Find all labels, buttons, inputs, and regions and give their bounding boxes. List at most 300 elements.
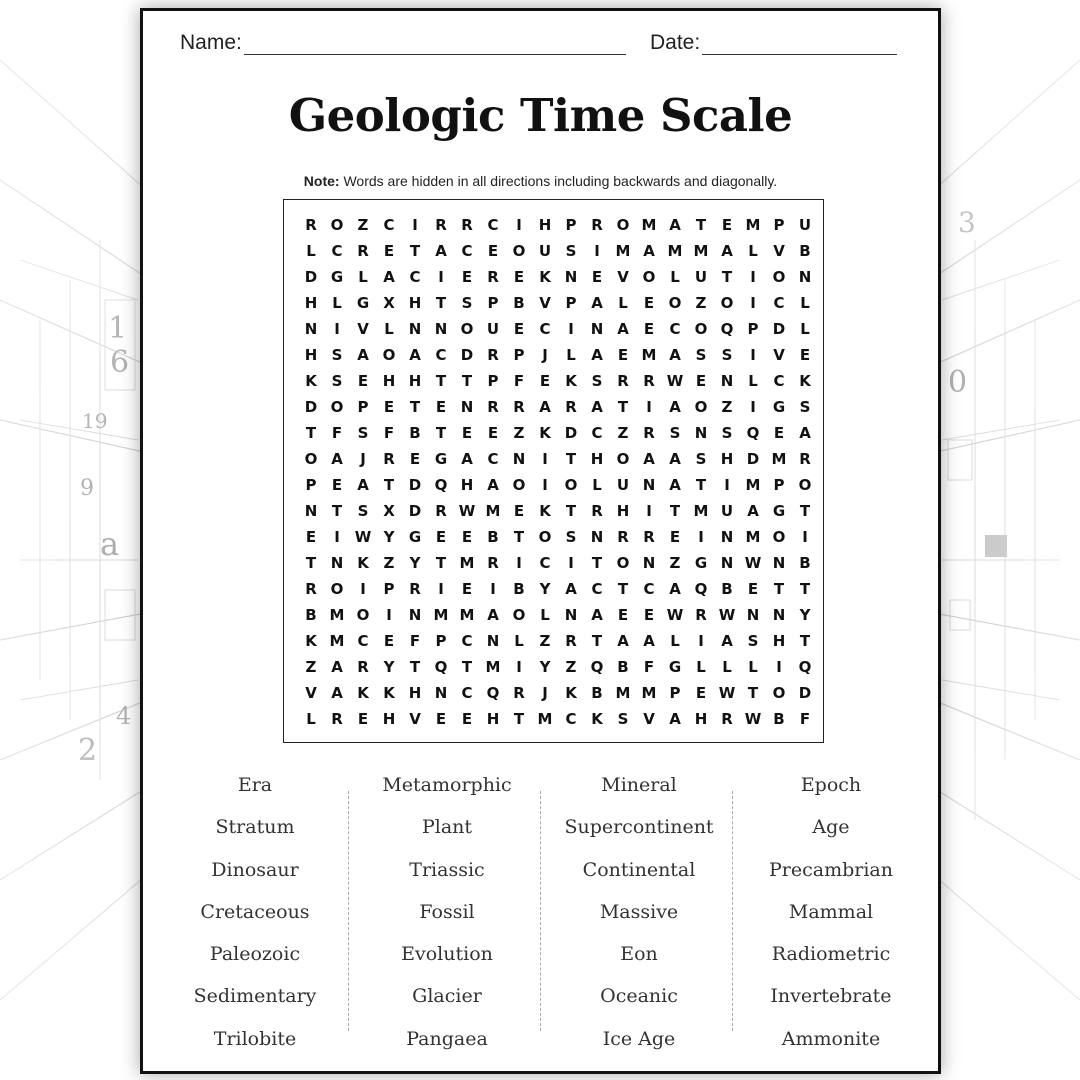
grid-letter[interactable]: C <box>461 684 473 702</box>
grid-letter[interactable]: L <box>618 294 628 312</box>
grid-letter[interactable]: L <box>358 268 368 286</box>
grid-letter[interactable]: I <box>724 476 730 494</box>
grid-letter[interactable]: Z <box>357 216 369 234</box>
grid-letter[interactable]: C <box>565 710 577 728</box>
grid-letter[interactable]: W <box>744 554 762 572</box>
grid-letter[interactable]: C <box>435 346 447 364</box>
grid-letter[interactable]: R <box>409 580 421 598</box>
grid-letter[interactable]: E <box>331 476 343 494</box>
grid-letter[interactable]: M <box>329 606 345 624</box>
grid-letter[interactable]: K <box>383 684 395 702</box>
grid-letter[interactable]: Z <box>383 554 395 572</box>
grid-letter[interactable]: N <box>408 606 422 624</box>
grid-letter[interactable]: W <box>666 606 684 624</box>
grid-letter[interactable]: M <box>693 502 709 520</box>
grid-letter[interactable]: I <box>568 320 574 338</box>
grid-letter[interactable]: F <box>513 372 525 390</box>
grid-letter[interactable]: E <box>305 528 317 546</box>
grid-letter[interactable]: A <box>331 684 343 702</box>
grid-letter[interactable]: V <box>539 294 551 312</box>
grid-letter[interactable]: D <box>304 268 318 286</box>
grid-letter[interactable]: V <box>773 346 785 364</box>
grid-letter[interactable]: T <box>591 632 603 650</box>
grid-letter[interactable]: E <box>461 580 473 598</box>
grid-letter[interactable]: O <box>694 320 708 338</box>
grid-letter[interactable]: H <box>772 632 786 650</box>
grid-letter[interactable]: O <box>382 346 396 364</box>
grid-letter[interactable]: U <box>616 476 630 494</box>
grid-letter[interactable]: E <box>617 346 629 364</box>
grid-letter[interactable]: Z <box>617 424 629 442</box>
grid-letter[interactable]: I <box>438 580 444 598</box>
grid-letter[interactable]: Q <box>720 320 734 338</box>
grid-letter[interactable]: O <box>512 606 526 624</box>
grid-letter[interactable]: K <box>799 372 811 390</box>
grid-letter[interactable]: O <box>538 528 552 546</box>
grid-letter[interactable]: R <box>487 346 499 364</box>
grid-letter[interactable]: C <box>591 580 603 598</box>
grid-letter[interactable]: A <box>669 476 681 494</box>
grid-letter[interactable]: K <box>539 424 551 442</box>
grid-letter[interactable]: T <box>461 658 473 676</box>
grid-letter[interactable]: A <box>591 606 603 624</box>
grid-letter[interactable]: L <box>540 606 550 624</box>
grid-letter[interactable]: S <box>565 242 577 260</box>
grid-letter[interactable]: Y <box>383 658 395 676</box>
grid-letter[interactable]: W <box>718 606 736 624</box>
grid-letter[interactable]: E <box>591 268 603 286</box>
grid-letter[interactable]: D <box>772 320 786 338</box>
grid-letter[interactable]: T <box>513 710 525 728</box>
grid-letter[interactable]: B <box>799 554 811 572</box>
grid-letter[interactable]: N <box>486 632 500 650</box>
grid-letter[interactable]: M <box>641 216 657 234</box>
grid-letter[interactable]: O <box>772 684 786 702</box>
grid-letter[interactable]: T <box>695 216 707 234</box>
grid-letter[interactable]: E <box>617 606 629 624</box>
grid-letter[interactable]: R <box>591 502 603 520</box>
grid-letter[interactable]: S <box>799 398 811 416</box>
grid-letter[interactable]: T <box>435 554 447 572</box>
grid-letter[interactable]: W <box>718 684 736 702</box>
grid-letter[interactable]: C <box>591 424 603 442</box>
grid-letter[interactable]: A <box>591 294 603 312</box>
grid-letter[interactable]: E <box>799 346 811 364</box>
grid-letter[interactable]: P <box>773 216 785 234</box>
grid-letter[interactable]: C <box>409 268 421 286</box>
grid-letter[interactable]: T <box>721 268 733 286</box>
grid-letter[interactable]: H <box>382 372 396 390</box>
grid-letter[interactable]: N <box>772 554 786 572</box>
grid-letter[interactable]: B <box>305 606 317 624</box>
grid-letter[interactable]: N <box>772 606 786 624</box>
grid-letter[interactable]: H <box>616 502 630 520</box>
grid-letter[interactable]: Z <box>721 398 733 416</box>
grid-letter[interactable]: E <box>357 372 369 390</box>
grid-letter[interactable]: N <box>798 268 812 286</box>
grid-letter[interactable]: K <box>565 684 577 702</box>
grid-letter[interactable]: A <box>669 216 681 234</box>
grid-letter[interactable]: O <box>798 476 812 494</box>
grid-letter[interactable]: N <box>512 450 526 468</box>
grid-letter[interactable]: N <box>330 554 344 572</box>
grid-letter[interactable]: E <box>435 398 447 416</box>
grid-letter[interactable]: T <box>435 294 447 312</box>
grid-letter[interactable]: C <box>383 216 395 234</box>
grid-letter[interactable]: Q <box>694 580 708 598</box>
grid-letter[interactable]: K <box>539 268 551 286</box>
grid-letter[interactable]: S <box>669 424 681 442</box>
grid-letter[interactable]: I <box>698 632 704 650</box>
grid-letter[interactable]: O <box>772 268 786 286</box>
grid-letter[interactable]: B <box>513 294 525 312</box>
grid-letter[interactable]: G <box>694 554 708 572</box>
grid-letter[interactable]: A <box>331 450 343 468</box>
grid-letter[interactable]: I <box>750 268 756 286</box>
grid-letter[interactable]: O <box>642 268 656 286</box>
grid-letter[interactable]: I <box>568 554 574 572</box>
grid-letter[interactable]: E <box>357 710 369 728</box>
grid-letter[interactable]: A <box>643 450 655 468</box>
grid-letter[interactable]: U <box>720 502 734 520</box>
grid-letter[interactable]: Q <box>590 658 604 676</box>
grid-letter[interactable]: C <box>331 242 343 260</box>
grid-letter[interactable]: T <box>513 528 525 546</box>
grid-letter[interactable]: O <box>330 398 344 416</box>
grid-letter[interactable]: A <box>487 476 499 494</box>
grid-letter[interactable]: R <box>799 450 811 468</box>
grid-letter[interactable]: B <box>773 710 785 728</box>
grid-letter[interactable]: D <box>798 684 812 702</box>
grid-letter[interactable]: P <box>305 476 317 494</box>
grid-letter[interactable]: Q <box>798 658 812 676</box>
grid-letter[interactable]: I <box>386 606 392 624</box>
grid-letter[interactable]: H <box>538 216 552 234</box>
grid-letter[interactable]: I <box>542 476 548 494</box>
grid-letter[interactable]: L <box>566 346 576 364</box>
grid-letter[interactable]: F <box>409 632 421 650</box>
grid-letter[interactable]: T <box>409 398 421 416</box>
grid-letter[interactable]: I <box>516 216 522 234</box>
grid-letter[interactable]: E <box>487 424 499 442</box>
grid-letter[interactable]: E <box>643 294 655 312</box>
grid-letter[interactable]: N <box>408 320 422 338</box>
grid-letter[interactable]: Q <box>486 684 500 702</box>
grid-letter[interactable]: F <box>331 424 343 442</box>
grid-letter[interactable]: I <box>698 528 704 546</box>
grid-letter[interactable]: N <box>720 528 734 546</box>
grid-letter[interactable]: P <box>565 216 577 234</box>
grid-letter[interactable]: G <box>330 268 344 286</box>
grid-letter[interactable]: R <box>357 242 369 260</box>
grid-letter[interactable]: Q <box>746 424 760 442</box>
grid-letter[interactable]: R <box>487 398 499 416</box>
grid-letter[interactable]: M <box>771 450 787 468</box>
grid-letter[interactable]: T <box>617 398 629 416</box>
grid-letter[interactable]: E <box>513 502 525 520</box>
grid-letter[interactable]: E <box>513 320 525 338</box>
grid-letter[interactable]: O <box>512 242 526 260</box>
grid-letter[interactable]: O <box>304 450 318 468</box>
grid-letter[interactable]: I <box>334 320 340 338</box>
grid-letter[interactable]: A <box>617 320 629 338</box>
grid-letter[interactable]: A <box>643 242 655 260</box>
grid-letter[interactable]: S <box>357 502 369 520</box>
grid-letter[interactable]: G <box>772 502 786 520</box>
grid-letter[interactable]: Z <box>695 294 707 312</box>
grid-letter[interactable]: O <box>330 580 344 598</box>
grid-letter[interactable]: A <box>669 398 681 416</box>
grid-letter[interactable]: P <box>487 294 499 312</box>
grid-letter[interactable]: V <box>773 242 785 260</box>
grid-letter[interactable]: S <box>721 424 733 442</box>
grid-letter[interactable]: T <box>747 684 759 702</box>
grid-letter[interactable]: T <box>435 424 447 442</box>
grid-letter[interactable]: R <box>643 424 655 442</box>
grid-letter[interactable]: K <box>357 554 369 572</box>
grid-letter[interactable]: N <box>564 606 578 624</box>
grid-letter[interactable]: E <box>721 216 733 234</box>
grid-letter[interactable]: R <box>565 632 577 650</box>
grid-letter[interactable]: C <box>539 554 551 572</box>
grid-letter[interactable]: O <box>616 216 630 234</box>
grid-letter[interactable]: M <box>745 528 761 546</box>
grid-letter[interactable]: N <box>720 554 734 572</box>
grid-letter[interactable]: C <box>357 632 369 650</box>
grid-letter[interactable]: V <box>305 684 317 702</box>
grid-letter[interactable]: O <box>616 554 630 572</box>
grid-letter[interactable]: D <box>408 476 422 494</box>
grid-letter[interactable]: I <box>802 528 808 546</box>
grid-letter[interactable]: R <box>643 372 655 390</box>
grid-letter[interactable]: F <box>383 424 395 442</box>
grid-letter[interactable]: E <box>383 242 395 260</box>
grid-letter[interactable]: D <box>564 424 578 442</box>
grid-letter[interactable]: B <box>487 528 499 546</box>
grid-letter[interactable]: N <box>642 476 656 494</box>
grid-letter[interactable]: R <box>487 554 499 572</box>
grid-letter[interactable]: P <box>357 398 369 416</box>
grid-letter[interactable]: S <box>695 450 707 468</box>
grid-letter[interactable]: B <box>799 242 811 260</box>
grid-letter[interactable]: M <box>745 216 761 234</box>
grid-letter[interactable]: B <box>721 580 733 598</box>
grid-letter[interactable]: W <box>458 502 476 520</box>
grid-letter[interactable]: C <box>461 632 473 650</box>
grid-letter[interactable]: R <box>513 684 525 702</box>
grid-letter[interactable]: Y <box>539 580 551 598</box>
date-field[interactable] <box>650 31 897 55</box>
grid-letter[interactable]: M <box>485 502 501 520</box>
grid-letter[interactable]: A <box>357 476 369 494</box>
grid-letter[interactable]: R <box>643 528 655 546</box>
grid-letter[interactable]: V <box>409 710 421 728</box>
grid-letter[interactable]: L <box>800 320 810 338</box>
grid-letter[interactable]: T <box>799 502 811 520</box>
grid-letter[interactable]: R <box>435 216 447 234</box>
grid-letter[interactable]: Y <box>539 658 551 676</box>
grid-letter[interactable]: V <box>643 710 655 728</box>
grid-letter[interactable]: E <box>383 632 395 650</box>
grid-letter[interactable]: E <box>435 528 447 546</box>
grid-letter[interactable]: I <box>334 528 340 546</box>
grid-letter[interactable]: I <box>438 268 444 286</box>
grid-letter[interactable]: R <box>565 398 577 416</box>
grid-letter[interactable]: E <box>643 320 655 338</box>
grid-letter[interactable]: M <box>615 242 631 260</box>
grid-letter[interactable]: I <box>490 580 496 598</box>
grid-letter[interactable]: J <box>360 450 366 468</box>
grid-letter[interactable]: T <box>409 658 421 676</box>
grid-letter[interactable]: Z <box>539 632 551 650</box>
name-blank-line[interactable] <box>244 34 626 55</box>
grid-letter[interactable]: J <box>542 684 548 702</box>
grid-letter[interactable]: N <box>564 268 578 286</box>
grid-letter[interactable]: R <box>487 268 499 286</box>
grid-letter[interactable]: L <box>722 658 732 676</box>
grid-letter[interactable]: I <box>594 242 600 260</box>
grid-letter[interactable]: I <box>646 502 652 520</box>
grid-letter[interactable]: A <box>331 658 343 676</box>
grid-letter[interactable]: N <box>590 320 604 338</box>
grid-letter[interactable]: R <box>435 502 447 520</box>
grid-letter[interactable]: T <box>331 502 343 520</box>
grid-letter[interactable]: E <box>695 684 707 702</box>
grid-letter[interactable]: A <box>565 580 577 598</box>
grid-letter[interactable]: D <box>408 502 422 520</box>
grid-letter[interactable]: H <box>408 684 422 702</box>
grid-letter[interactable]: Z <box>669 554 681 572</box>
grid-letter[interactable]: D <box>304 398 318 416</box>
grid-letter[interactable]: N <box>434 320 448 338</box>
grid-letter[interactable]: I <box>516 658 522 676</box>
grid-letter[interactable]: N <box>694 424 708 442</box>
grid-letter[interactable]: M <box>667 242 683 260</box>
grid-letter[interactable]: H <box>408 294 422 312</box>
grid-letter[interactable]: P <box>773 476 785 494</box>
grid-letter[interactable]: L <box>514 632 524 650</box>
grid-letter[interactable]: N <box>590 528 604 546</box>
grid-letter[interactable]: A <box>487 606 499 624</box>
grid-letter[interactable]: B <box>409 424 421 442</box>
grid-letter[interactable]: S <box>565 528 577 546</box>
grid-letter[interactable]: M <box>745 476 761 494</box>
grid-letter[interactable]: D <box>746 450 760 468</box>
grid-letter[interactable]: G <box>408 528 422 546</box>
grid-letter[interactable]: S <box>357 424 369 442</box>
grid-letter[interactable]: A <box>669 580 681 598</box>
grid-letter[interactable]: H <box>304 346 318 364</box>
grid-letter[interactable]: S <box>331 346 343 364</box>
grid-letter[interactable]: S <box>331 372 343 390</box>
grid-letter[interactable]: C <box>643 580 655 598</box>
grid-letter[interactable]: H <box>720 450 734 468</box>
grid-letter[interactable]: I <box>750 398 756 416</box>
grid-letter[interactable]: K <box>305 372 317 390</box>
grid-letter[interactable]: E <box>487 242 499 260</box>
grid-letter[interactable]: V <box>617 268 629 286</box>
grid-letter[interactable]: T <box>409 242 421 260</box>
grid-letter[interactable]: R <box>617 372 629 390</box>
grid-letter[interactable]: F <box>643 658 655 676</box>
grid-letter[interactable]: T <box>773 580 785 598</box>
grid-letter[interactable]: G <box>772 398 786 416</box>
grid-letter[interactable]: S <box>461 294 473 312</box>
grid-letter[interactable]: A <box>721 242 733 260</box>
grid-letter[interactable]: O <box>616 450 630 468</box>
grid-letter[interactable]: T <box>617 580 629 598</box>
grid-letter[interactable]: N <box>460 398 474 416</box>
grid-letter[interactable]: E <box>461 424 473 442</box>
grid-letter[interactable]: N <box>746 606 760 624</box>
grid-letter[interactable]: A <box>591 346 603 364</box>
grid-letter[interactable]: E <box>435 710 447 728</box>
grid-letter[interactable]: L <box>696 658 706 676</box>
grid-letter[interactable]: S <box>747 632 759 650</box>
grid-letter[interactable]: O <box>460 320 474 338</box>
grid-letter[interactable]: L <box>800 294 810 312</box>
name-field[interactable] <box>180 31 626 55</box>
grid-letter[interactable]: Y <box>409 554 421 572</box>
grid-letter[interactable]: X <box>383 502 395 520</box>
grid-letter[interactable]: T <box>799 632 811 650</box>
grid-letter[interactable]: H <box>486 710 500 728</box>
grid-letter[interactable]: E <box>669 528 681 546</box>
grid-letter[interactable]: Q <box>434 476 448 494</box>
grid-letter[interactable]: C <box>773 294 785 312</box>
grid-letter[interactable]: P <box>383 580 395 598</box>
grid-letter[interactable]: R <box>461 216 473 234</box>
grid-letter[interactable]: G <box>356 294 370 312</box>
grid-letter[interactable]: A <box>409 346 421 364</box>
grid-letter[interactable]: K <box>357 684 369 702</box>
grid-letter[interactable]: I <box>646 398 652 416</box>
date-blank-line[interactable] <box>702 34 897 55</box>
grid-letter[interactable]: C <box>487 216 499 234</box>
grid-letter[interactable]: A <box>383 268 395 286</box>
grid-letter[interactable]: C <box>487 450 499 468</box>
grid-letter[interactable]: E <box>409 450 421 468</box>
grid-letter[interactable]: N <box>642 554 656 572</box>
grid-letter[interactable]: A <box>747 502 759 520</box>
grid-letter[interactable]: T <box>461 372 473 390</box>
grid-letter[interactable]: B <box>617 658 629 676</box>
grid-letter[interactable]: A <box>669 710 681 728</box>
grid-letter[interactable]: E <box>695 372 707 390</box>
grid-letter[interactable]: P <box>747 320 759 338</box>
grid-letter[interactable]: I <box>412 216 418 234</box>
grid-letter[interactable]: R <box>331 710 343 728</box>
grid-letter[interactable]: M <box>329 632 345 650</box>
grid-letter[interactable]: R <box>357 658 369 676</box>
grid-letter[interactable]: M <box>433 606 449 624</box>
grid-letter[interactable]: U <box>694 268 708 286</box>
grid-letter[interactable]: O <box>694 398 708 416</box>
grid-letter[interactable]: K <box>565 372 577 390</box>
grid-letter[interactable]: R <box>305 216 317 234</box>
grid-letter[interactable]: H <box>590 450 604 468</box>
grid-letter[interactable]: H <box>460 476 474 494</box>
grid-letter[interactable]: S <box>695 346 707 364</box>
grid-letter[interactable]: N <box>304 320 318 338</box>
grid-letter[interactable]: Y <box>383 528 395 546</box>
grid-letter[interactable]: M <box>485 658 501 676</box>
grid-letter[interactable]: J <box>542 346 548 364</box>
grid-letter[interactable]: U <box>486 320 500 338</box>
grid-letter[interactable]: H <box>382 710 396 728</box>
grid-letter[interactable]: E <box>461 528 473 546</box>
grid-letter[interactable]: I <box>542 450 548 468</box>
